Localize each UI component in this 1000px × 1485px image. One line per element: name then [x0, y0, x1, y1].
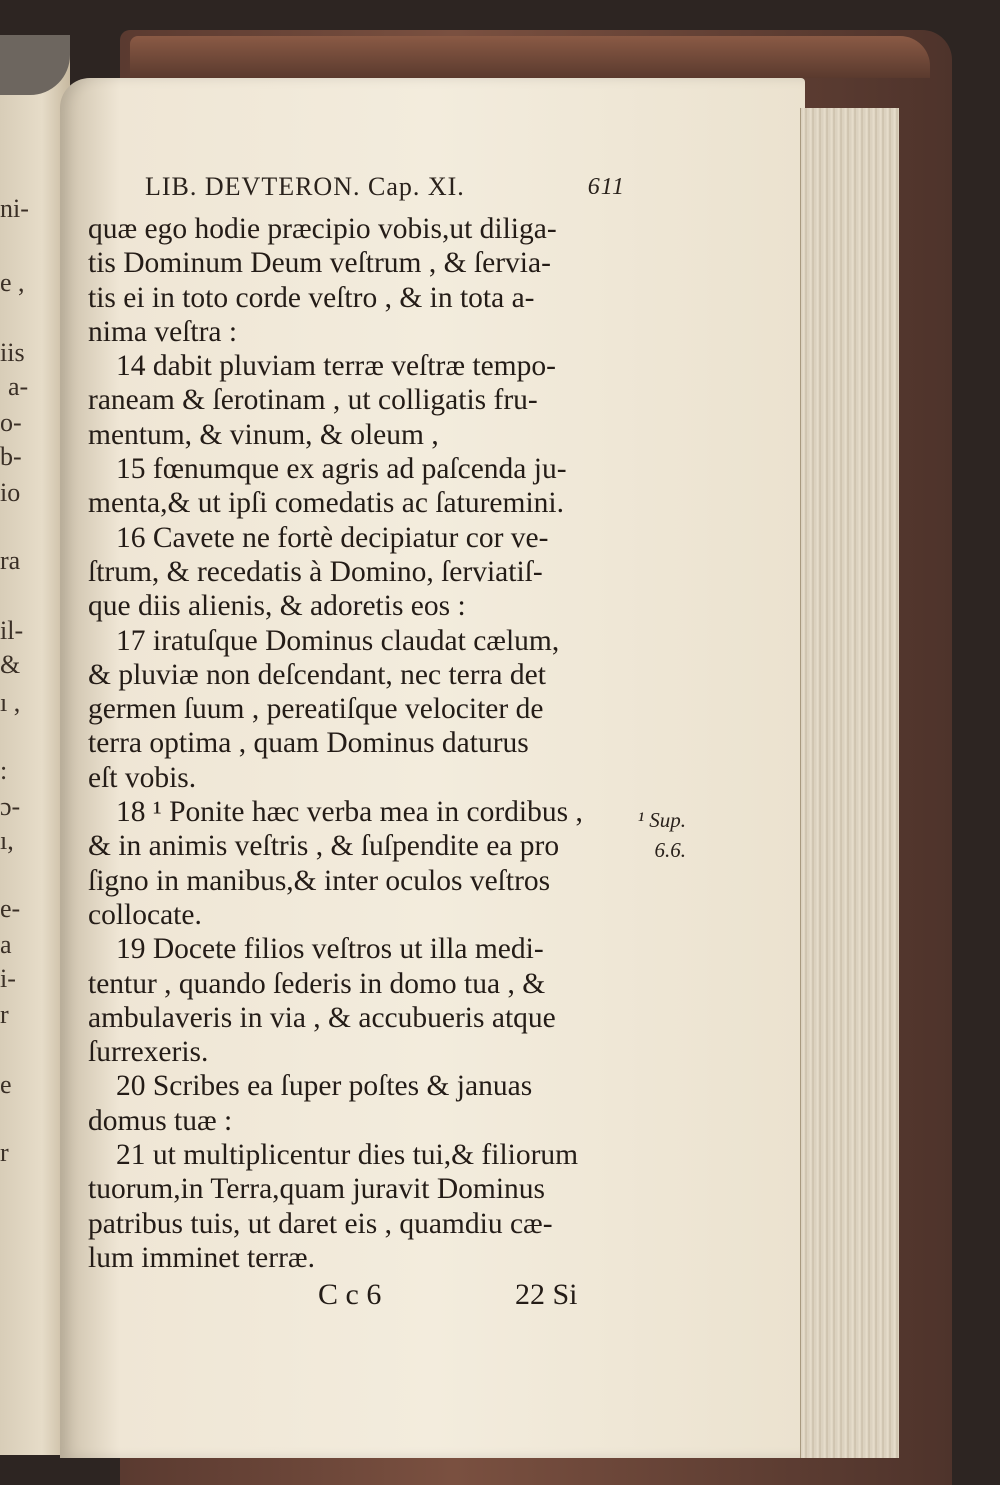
text-line: collocate. — [88, 898, 202, 931]
verse-line: 16 Cavete ne fortè decipiatur cor ve- — [116, 521, 549, 554]
left-fragment: b- — [0, 442, 22, 471]
text-line: que diis alienis, & adoretis eos : — [88, 590, 466, 623]
running-title: LIB. DEVTERON. Cap. XI. — [145, 172, 465, 201]
left-fragment: r — [0, 1000, 9, 1029]
text-line: ſigno in manibus,& inter oculos veſtros — [88, 864, 551, 897]
verse-line: 21 ut multiplicentur dies tui,& filiorum — [116, 1139, 579, 1172]
left-fragment: ı , — [0, 688, 21, 717]
catchword: 22 Si — [515, 1278, 578, 1311]
text-line: mentum, & vinum, & oleum , — [88, 418, 439, 451]
left-fragment: io — [0, 478, 21, 507]
left-fragment: ı, — [0, 826, 14, 855]
page-stack-edges — [800, 108, 899, 1458]
text-line: quæ ego hodie præcipio vobis,ut diliga- — [88, 213, 557, 245]
text-line: eſt vobis. — [88, 761, 197, 794]
text-line: lum imminet terræ. — [88, 1241, 315, 1274]
verse-line: 18 ¹ Ponite hæc verba mea in cordibus , — [116, 796, 583, 829]
left-fragment: a — [0, 930, 12, 959]
verse-line: 17 iratuſque Dominus claudat cælum, — [116, 624, 560, 657]
left-fragment: a- — [8, 372, 29, 401]
page-number: 611 — [587, 174, 625, 200]
left-fragment: e — [0, 1070, 12, 1099]
marginal-note-ref: ¹ Sup. — [637, 808, 686, 832]
marginal-note-citation: 6.6. — [654, 838, 686, 862]
left-fragment: ni- — [0, 194, 29, 223]
running-header — [145, 172, 625, 206]
text-line: patribus tuis, ut daret eis , quamdiu cæ- — [88, 1207, 553, 1240]
left-fragment: o- — [0, 408, 22, 437]
text-line: tuorum,in Terra,quam juravit Dominus — [88, 1173, 546, 1206]
text-line: ambulaveris in via , & accubueris atque — [88, 1001, 556, 1034]
left-fragment: ra — [0, 546, 21, 575]
left-fragment: : — [0, 756, 8, 785]
text-line: tentur , quando ſederis in domo tua , & — [88, 967, 546, 1000]
text-line: nima veſtra : — [88, 315, 238, 348]
text-line: ſurrexeris. — [88, 1036, 209, 1069]
text-line: ſtrum, & recedatis à Domino, ſerviatiſ- — [88, 555, 543, 588]
left-fragment: & — [0, 650, 21, 679]
left-fragment: e- — [0, 894, 21, 923]
verse-line: 20 Scribes ea ſuper poſtes & januas — [116, 1070, 533, 1103]
left-fragment: r — [0, 1138, 9, 1167]
text-line: terra optima , quam Dominus daturus — [88, 727, 529, 760]
signature-mark: C c 6 — [318, 1278, 382, 1311]
text-line: & pluviæ non deſcendant, nec terra det — [88, 658, 546, 691]
left-fragment: il- — [0, 616, 24, 645]
verse-line: 14 dabit pluviam terræ veſtræ tempo- — [116, 350, 556, 383]
book-cover-top-edge — [130, 36, 930, 78]
text-line: germen ſuum , pereatiſque velociter de — [88, 693, 544, 726]
text-line: tis Dominum Deum veſtrum , & ſervia- — [88, 247, 551, 280]
text-line: menta,& ut ipſi comedatis ac ſaturemini. — [88, 487, 564, 520]
left-fragment: i- — [0, 964, 16, 993]
left-fragment: iis — [0, 338, 25, 367]
text-line: & in animis veſtris , & ſuſpendite ea pro — [88, 830, 560, 863]
text-line: domus tuæ : — [88, 1104, 233, 1137]
verse-line: 19 Docete filios veſtros ut illa medi- — [116, 933, 544, 966]
left-fragment: ɔ- — [0, 792, 21, 821]
verse-line: 15 fœnumque ex agris ad paſcenda ju- — [116, 453, 567, 486]
text-line: raneam & ſerotinam , ut colligatis fru- — [88, 384, 538, 417]
marginal-note — [614, 805, 686, 865]
left-fragment: e , — [0, 268, 25, 297]
body-text — [88, 212, 628, 1275]
text-line: tis ei in toto corde veſtro , & in tota a- — [88, 281, 535, 314]
